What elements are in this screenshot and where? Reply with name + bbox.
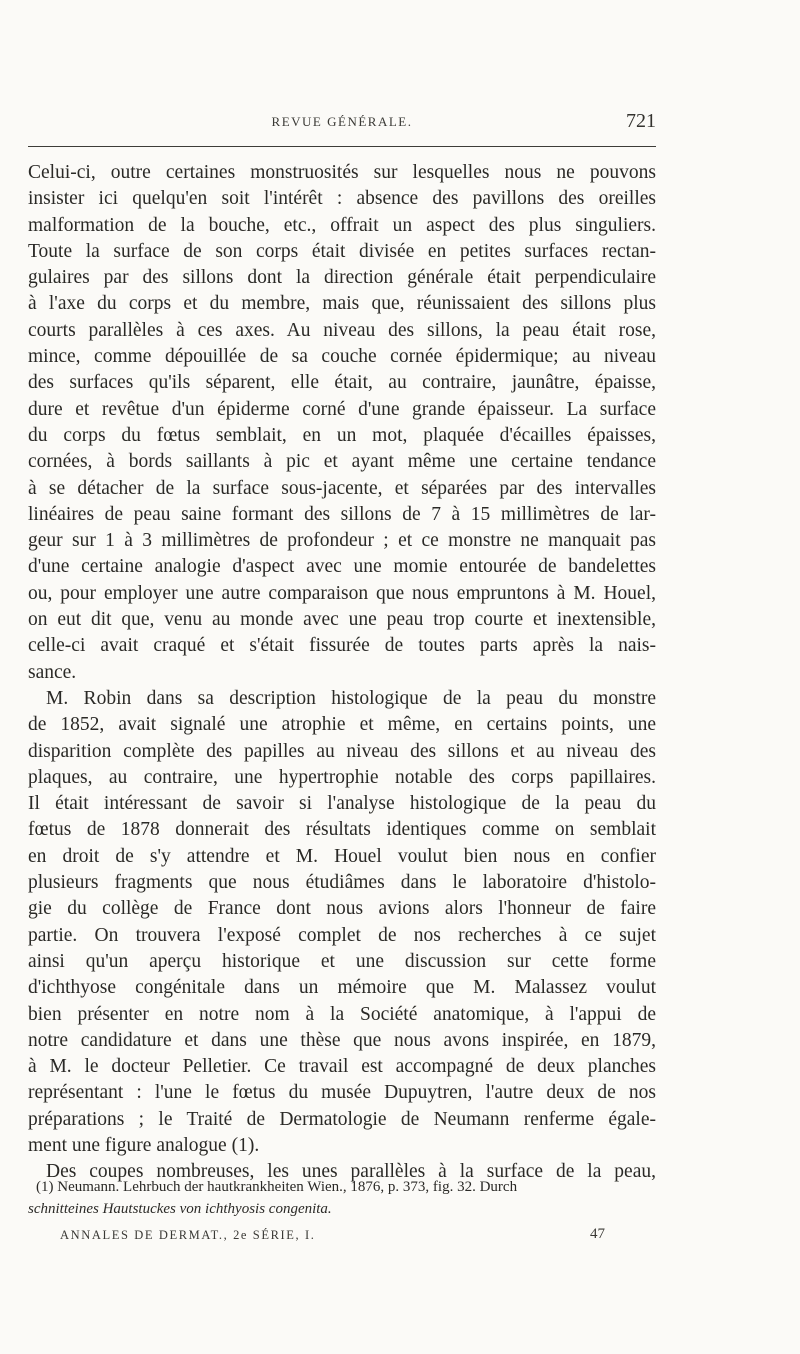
text-line: on eut dit que, venu au monde avec une peau trop courte et inextensible,: [28, 609, 656, 631]
text-line: Celui-ci, outre certaines monstruosités sur lesquelles nous ne pouvons: [28, 162, 656, 183]
journal-signature: ANNALES DE DERMAT., 2e SÉRIE, I.: [60, 1228, 316, 1242]
text-line: préparations ; le Traité de Dermatologie de Neumann renferme égale-: [28, 1108, 656, 1130]
text-line: partie. On trouvera l'exposé complet de nos recherches à ce sujet: [28, 924, 656, 946]
footnote-line: schnitteines Hautstuckes von ichthyosis congenita.: [28, 1201, 332, 1217]
text-line: Toute la surface de son corps était divisée en petites surfaces rectan-: [28, 240, 656, 262]
text-line: courts parallèles à ces axes. Au niveau des sillons, la peau était rose,: [28, 319, 656, 341]
text-line: à M. le docteur Pelletier. Ce travail est accompagné de deux planches: [28, 1056, 656, 1078]
text-line: linéaires de peau saine formant des sillons de 7 à 15 millimètres de lar-: [28, 503, 656, 525]
text-line: sance.: [28, 661, 77, 683]
text-line: à se détacher de la surface sous-jacente, et séparées par des intervalles: [28, 477, 656, 499]
text-line: d'ichthyose congénitale dans un mémoire que M. Malassez voulut: [28, 977, 656, 999]
footnote-line: (1) Neumann. Lehrbuch der hautkrankheiten Wien., 1876, p. 373, fig. 32. Durch: [36, 1179, 518, 1195]
header-rule: [28, 146, 656, 147]
text-line: gulaires par des sillons dont la direction générale était perpendiculaire: [28, 267, 656, 289]
text-line: plaques, au contraire, une hypertrophie notable des corps papillaires.: [28, 766, 656, 788]
text-line: notre candidature et dans une thèse que nous avons inspirée, en 1879,: [28, 1029, 656, 1051]
page-number: 721: [626, 110, 656, 132]
text-line: celle-ci avait craqué et s'était fissurée de toutes parts après la nais-: [28, 635, 656, 657]
text-line: d'une certaine analogie d'aspect avec une momie entourée de bandelettes: [28, 556, 656, 578]
text-line: représentant : l'une le fœtus du musée Dupuytren, l'autre deux de nos: [28, 1082, 656, 1104]
text-line: malformation de la bouche, etc., offrait un aspect des plus singuliers.: [28, 214, 656, 236]
text-line: mince, comme dépouillée de sa couche cornée épidermique; au niveau: [28, 346, 656, 368]
body-text: [28, 160, 656, 1186]
text-line: cornées, à bords saillants à pic et ayant même une certaine tendance: [28, 451, 656, 473]
text-line: de 1852, avait signalé une atrophie et même, en certains points, une: [28, 714, 656, 736]
text-line: des surfaces qu'ils séparent, elle était, au contraire, jaunâtre, épaisse,: [28, 372, 656, 394]
text-line: à l'axe du corps et du membre, mais que, réunissaient des sillons plus: [28, 293, 656, 315]
text-line: ainsi qu'un aperçu historique et une discussion sur cette forme: [28, 950, 656, 972]
text-line: geur sur 1 à 3 millimètres de profondeur ; et ce monstre ne manquait pas: [28, 530, 656, 552]
text-line: dure et revêtue d'un épiderme corné d'une grande épaisseur. La surface: [28, 398, 656, 420]
text-line: bien présenter en notre nom à la Société anatomique, à l'appui de: [28, 1003, 656, 1025]
footnote: [28, 1176, 656, 1220]
text-line: Des coupes nombreuses, les unes parallèles à la surface de la peau,: [46, 1161, 656, 1183]
text-line: gie du collège de France dont nous avions alors l'honneur de faire: [28, 898, 656, 920]
text-line: ou, pour employer une autre comparaison que nous empruntons à M. Houel,: [28, 582, 656, 604]
text-line: fœtus de 1878 donnerait des résultats identiques comme on semblait: [28, 819, 656, 841]
text-line: plusieurs fragments que nous étudiâmes dans le laboratoire d'histolo-: [28, 872, 656, 894]
text-line: Il était intéressant de savoir si l'analyse histologique de la peau du: [28, 793, 656, 815]
running-title: REVUE GÉNÉRALE.: [271, 114, 413, 129]
text-line: M. Robin dans sa description histologique de la peau du monstre: [46, 687, 656, 709]
page-header: [28, 110, 656, 136]
text-line: ment une figure analogue (1).: [28, 1134, 260, 1156]
text-line: du corps du fœtus semblait, en un mot, plaquée d'écailles épaisses,: [28, 424, 656, 446]
sheet-number: 47: [590, 1226, 605, 1242]
text-line: insister ici quelqu'en soit l'intérêt : absence des pavillons des oreilles: [28, 188, 656, 210]
text-line: en droit de s'y attendre et M. Houel voulut bien nous en confier: [28, 845, 656, 867]
text-line: disparition complète des papilles au niveau des sillons et au niveau des: [28, 740, 656, 762]
